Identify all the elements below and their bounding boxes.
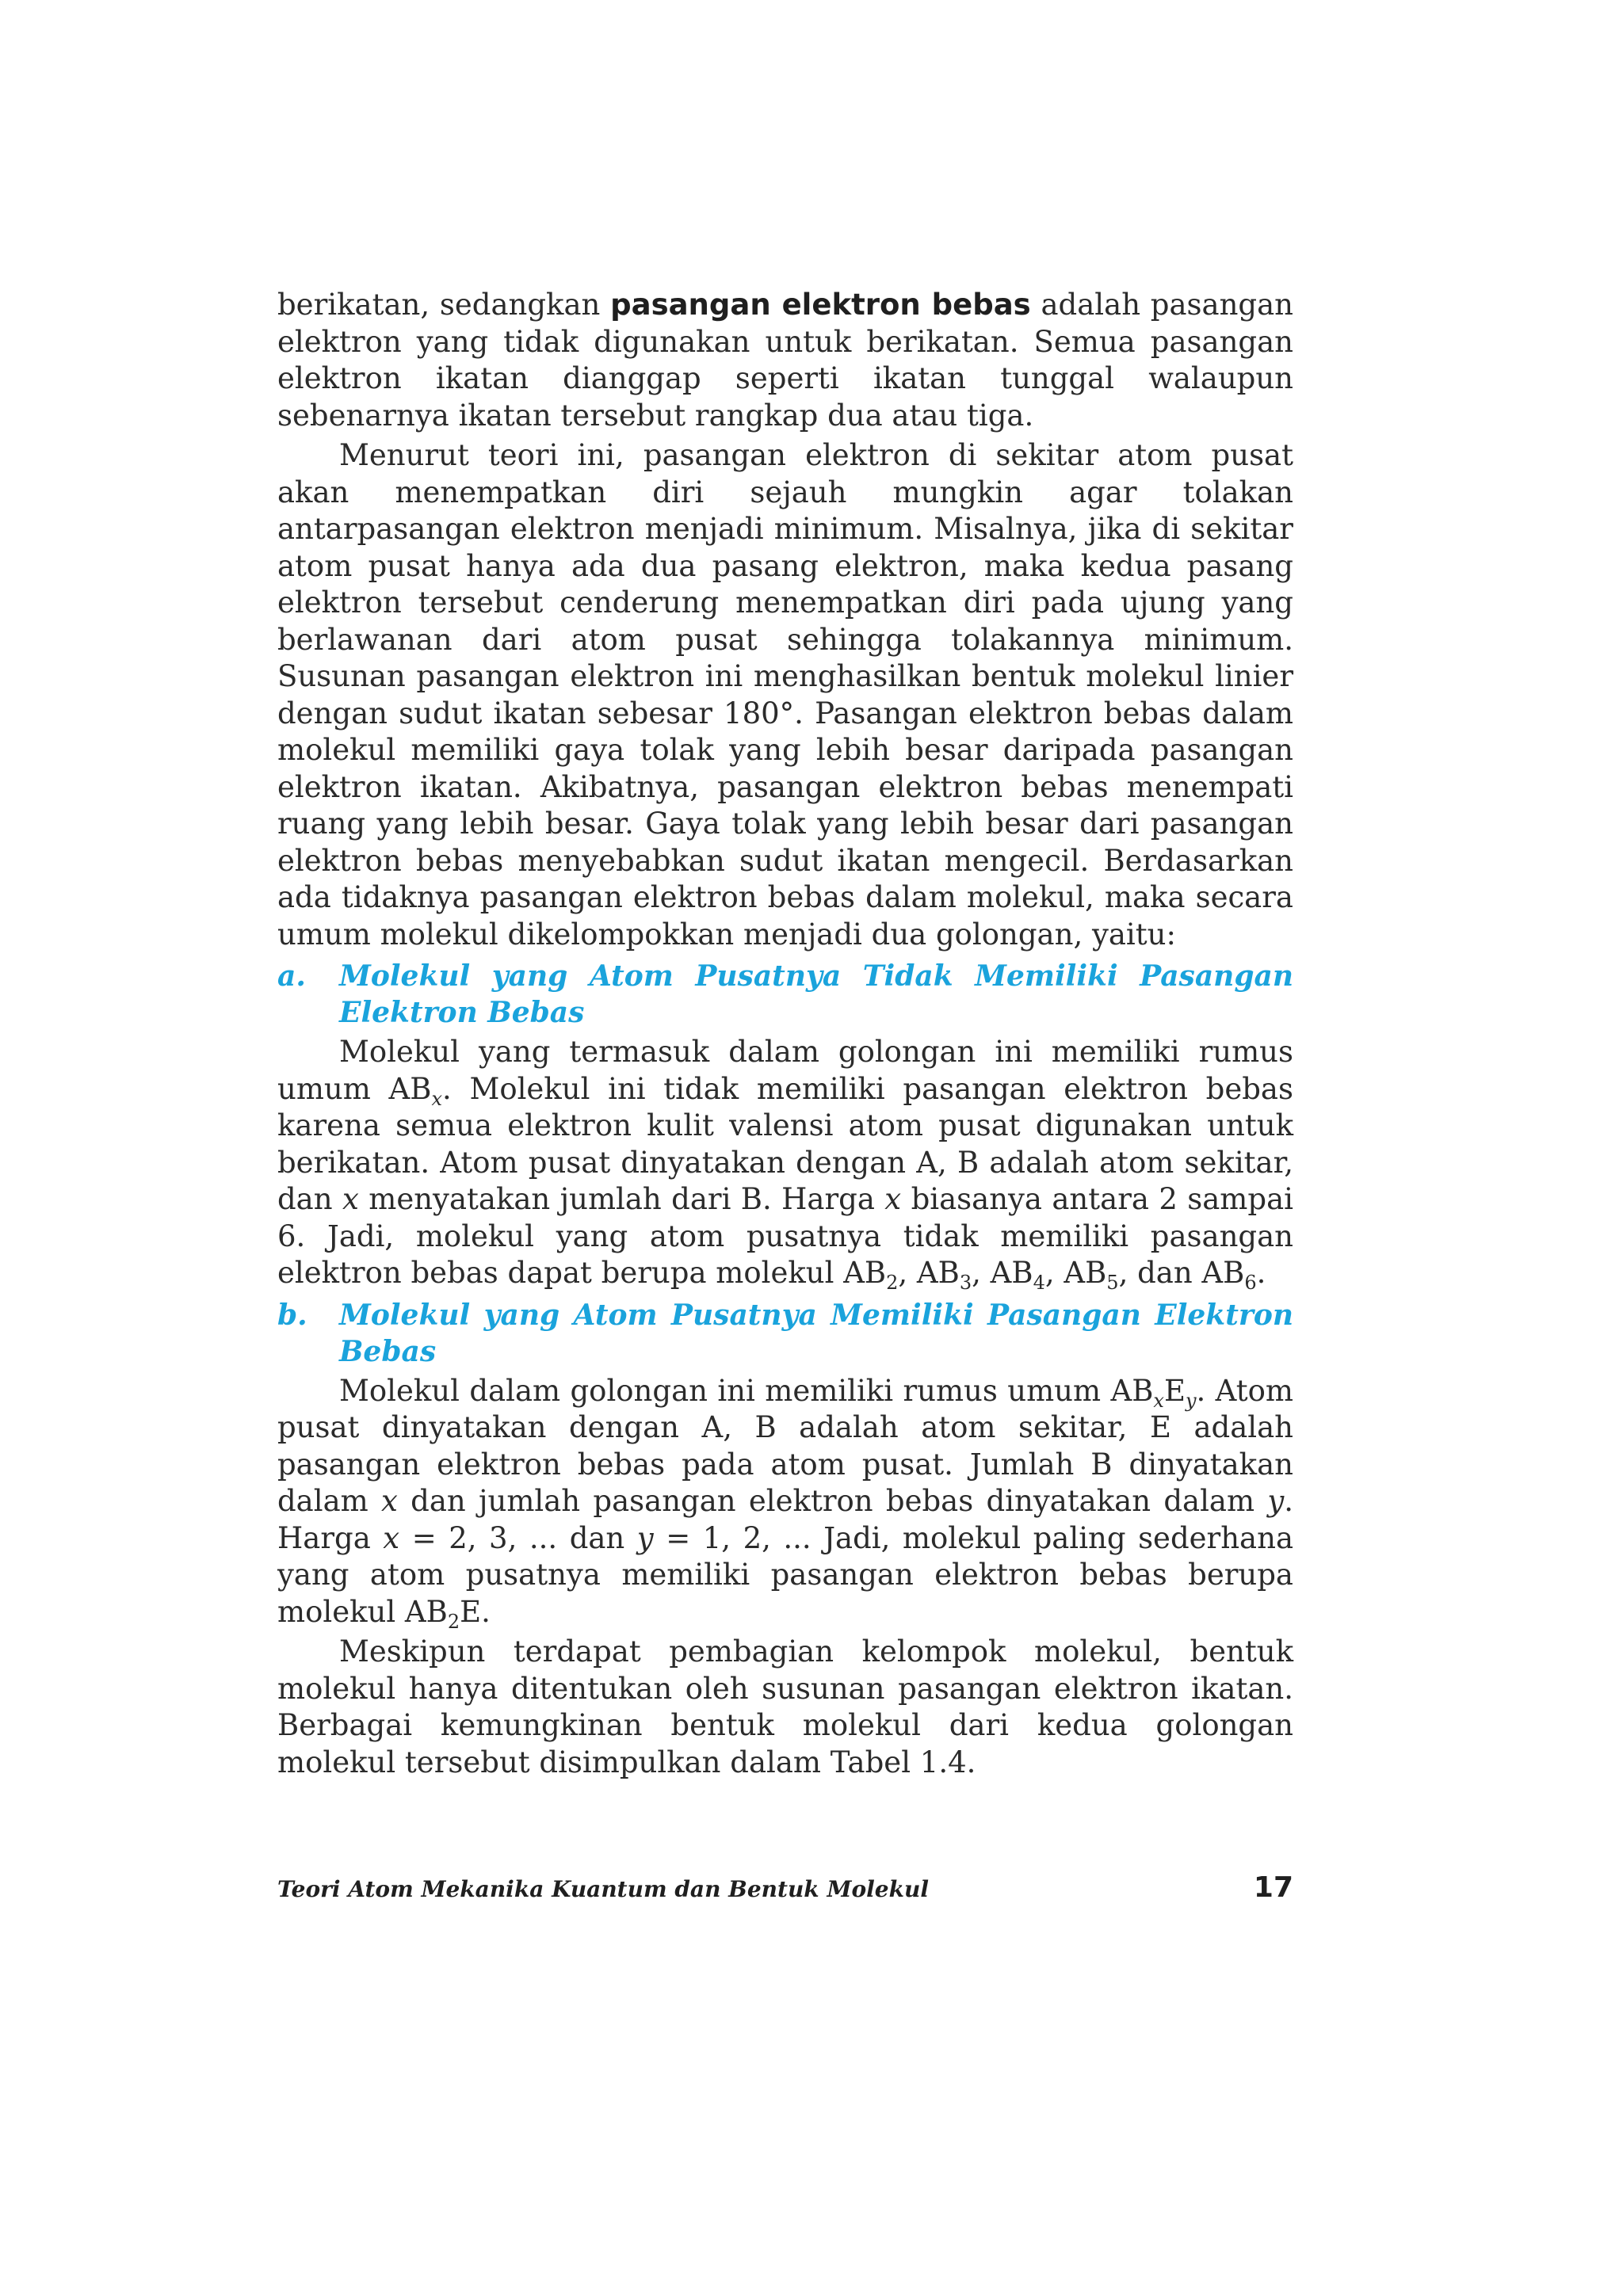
subscript-x: x (1153, 1389, 1164, 1412)
subscript-5: 5 (1106, 1272, 1119, 1294)
text-run: . Atom pusat dinyatakan dengan A, B adalah atom sekitar, E adalah pasangan elektron bebas pada atom pusat. Jumlah B dinyatakan dalam (277, 1373, 1293, 1518)
text-run: E. (460, 1594, 491, 1629)
subscript-y: y (1185, 1389, 1197, 1412)
text-run: E (1163, 1373, 1186, 1408)
text-run: , AB (898, 1256, 960, 1290)
variable-y: y (636, 1520, 654, 1555)
paragraph-closing: Meskipun terdapat pembagian kelompok molekul, bentuk molekul hanya ditentukan oleh susunan pasangan elektron ikatan. Berbagai kemungkinan bentuk molekul dari kedua golongan molekul tersebut disimpulkan dalam Tabel 1.4. (277, 1634, 1293, 1779)
section-a-letter: a. (277, 959, 306, 993)
section-b-paragraph (277, 1373, 1293, 1631)
text-run: Molekul dalam golongan ini memiliki rumus umum AB (339, 1373, 1154, 1408)
text-run: . (1256, 1256, 1266, 1290)
page-footer (277, 1871, 1293, 1904)
text-run: , AB (1044, 1256, 1107, 1290)
section-b-heading (277, 1297, 1293, 1370)
subscript-3: 3 (959, 1272, 972, 1294)
subscript-6: 6 (1244, 1272, 1257, 1294)
text-run: , dan AB (1118, 1256, 1245, 1290)
paragraph-2: Menurut teori ini, pasangan elektron di sekitar atom pusat akan menempatkan diri sejauh mungkin agar tolakan antarpasangan elektron menjadi minimum. Misalnya, jika di sekitar atom pusat hanya ada dua pasang elektron, maka kedua pasang elektron tersebut cenderung menempatkan diri pada ujung yang berlawanan dari atom pusat sehingga tolakannya minimum. Susunan pasangan elektron ini menghasilkan bentuk molekul linier dengan sudut ikatan sebesar 180°. Pasangan elektron bebas dalam molekul memiliki gaya tolak yang lebih besar daripada pasangan elektron ikatan. Akibatnya, pasangan elektron bebas menempati ruang yang lebih besar. Gaya tolak yang lebih besar dari pasangan elektron bebas menyebabkan sudut ikatan mengecil. Berdasarkan ada tidaknya pasangan elektron bebas dalam molekul, maka secara umum molekul dikelompokkan menjadi dua golongan, yaitu: (277, 438, 1293, 952)
section-a-paragraph (277, 1034, 1293, 1292)
text-run: Molekul yang termasuk dalam golongan ini memiliki rumus umum AB (277, 1035, 1293, 1106)
text-run: . Molekul ini tidak memiliki pasangan elektron bebas karena semua elektron kulit valensi atom pusat digunakan untuk berikatan. Atom pusat dinyatakan dengan A, B adalah atom sekitar, dan (277, 1071, 1293, 1216)
section-b-letter: b. (277, 1298, 307, 1332)
variable-y: y (1267, 1484, 1285, 1518)
subscript-4: 4 (1033, 1272, 1045, 1294)
page-content (277, 287, 1293, 1781)
page-number: 17 (1253, 1871, 1293, 1904)
subscript-2: 2 (886, 1272, 899, 1294)
variable-x: x (383, 1520, 400, 1555)
footer-book-title: Teori Atom Mekanika Kuantum dan Bentuk Molekul (277, 1876, 929, 1902)
section-a-heading (277, 958, 1293, 1031)
text-run: biasanya antara 2 sampai 6. Jadi, molekul yang atom pusatnya tidak memiliki pasangan elektron bebas dapat berupa molekul AB (277, 1182, 1293, 1290)
term-pasangan-elektron-bebas: pasangan elektron bebas (610, 288, 1031, 322)
text-run: dan jumlah pasangan elektron bebas dinyatakan dalam (397, 1484, 1268, 1518)
subscript-x: x (431, 1087, 442, 1110)
variable-x: x (381, 1484, 398, 1518)
text-run: = 2, 3, ... dan (399, 1520, 637, 1555)
subscript-2: 2 (447, 1610, 460, 1633)
variable-x: x (884, 1182, 902, 1216)
text-run: . Harga (277, 1484, 1293, 1555)
section-b-title: Molekul yang Atom Pusatnya Memiliki Pasangan Elektron Bebas (339, 1298, 1293, 1368)
paragraph-1 (277, 287, 1293, 434)
text-run: menyatakan jumlah dari B. Harga (358, 1182, 885, 1216)
variable-x: x (342, 1182, 359, 1216)
paragraph-1-text-end: adalah pasangan elektron yang tidak digunakan untuk berikatan. Semua pasangan elektron ikatan dianggap seperti ikatan tunggal walaupun sebenarnya ikatan tersebut rangkap dua atau tiga. (277, 288, 1293, 433)
paragraph-1-text-start: berikatan, sedangkan (277, 288, 611, 322)
text-run: = 1, 2, ... Jadi, molekul paling sederhana yang atom pusatnya memiliki pasangan elektron bebas berupa molekul AB (277, 1520, 1294, 1629)
text-run: , AB (972, 1256, 1033, 1290)
section-a-title: Molekul yang Atom Pusatnya Tidak Memiliki Pasangan Elektron Bebas (339, 959, 1293, 1029)
